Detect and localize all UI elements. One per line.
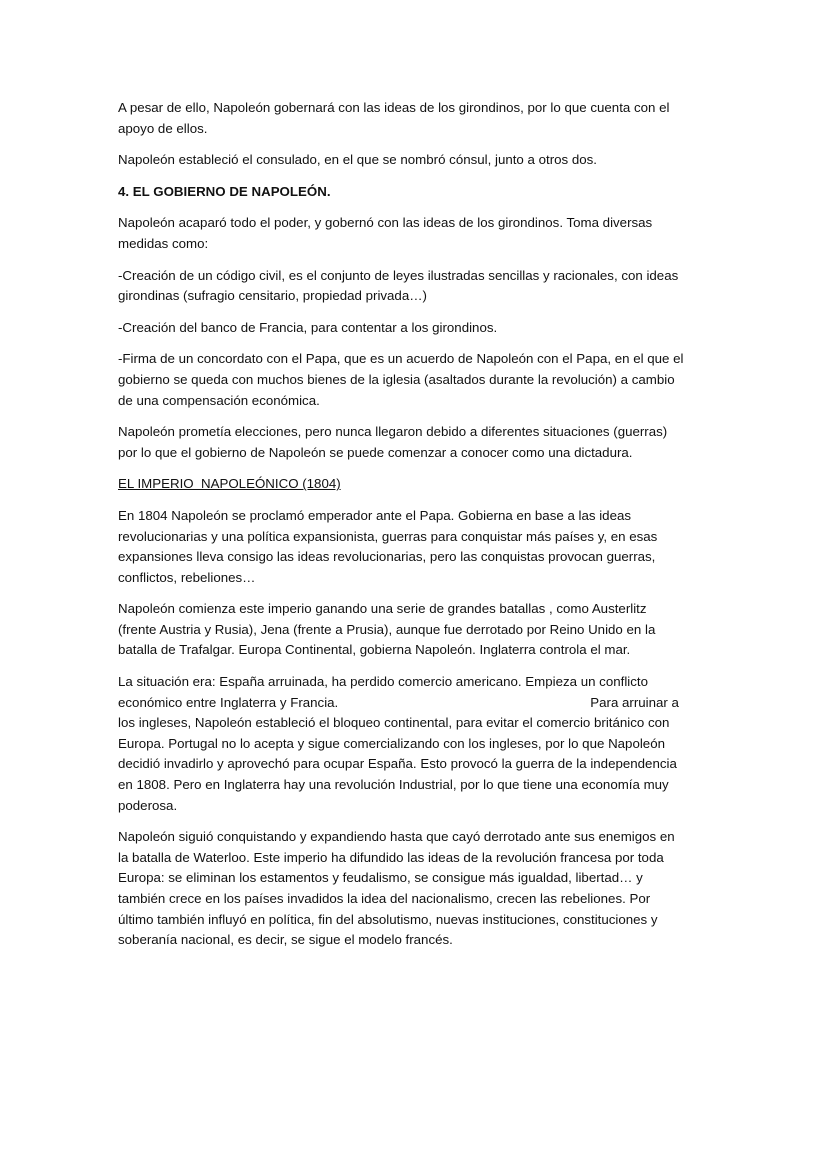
heading-text: EL IMPERIO NAPOLEÓNICO (1804) bbox=[118, 476, 341, 492]
text-line: los ingleses, Napoleón estableció el bloqueo continental, para evitar el comercio británico con bbox=[118, 715, 670, 731]
document-page bbox=[118, 98, 708, 962]
text-line: decidió invadirlo y aprovechó para ocupar España. Esto provocó la guerra de la independencia bbox=[118, 756, 677, 772]
text-line: la batalla de Waterloo. Este imperio ha difundido las ideas de la revolución francesa por toda bbox=[118, 849, 664, 865]
text-line: Napoleón siguió conquistando y expandiendo hasta que cayó derrotado ante sus enemigos en bbox=[118, 829, 675, 845]
paragraph-situacion bbox=[118, 672, 708, 816]
section-heading-imperio bbox=[118, 474, 708, 495]
text-line: -Creación de un código civil, es el conjunto de leyes ilustradas sencillas y racionales, con ideas bbox=[118, 267, 679, 283]
paragraph-codigo-civil bbox=[118, 266, 708, 307]
text-line: en 1808. Pero en Inglaterra hay una revolución Industrial, por lo que tiene una economía muy bbox=[118, 777, 669, 793]
text-line: girondinas (sufragio censitario, propiedad privada…) bbox=[118, 288, 427, 304]
text-line: conflictos, rebeliones… bbox=[118, 569, 256, 585]
paragraph-acaparo-poder bbox=[118, 213, 708, 254]
text-line: de una compensación económica. bbox=[118, 392, 320, 408]
text-line: Napoleón acaparó todo el poder, y gobernó con las ideas de los girondinos. Toma diversas bbox=[118, 215, 653, 231]
text-line: soberanía nacional, es decir, se sigue el modelo francés. bbox=[118, 932, 453, 948]
text-line: por lo que el gobierno de Napoleón se puede comenzar a conocer como una dictadura. bbox=[118, 444, 633, 460]
text-line: En 1804 Napoleón se proclamó emperador ante el Papa. Gobierna en base a las ideas bbox=[118, 507, 632, 523]
paragraph-elecciones bbox=[118, 422, 708, 463]
text-line: medidas como: bbox=[118, 235, 209, 251]
text-line: revolucionarias y una política expansionista, guerras para conquistar más países y, en esas bbox=[118, 528, 658, 544]
text-line: poderosa. bbox=[118, 797, 178, 813]
paragraph-girondinos-support bbox=[118, 98, 708, 139]
text-line: Europa: se eliminan los estamentos y feudalismo, se consigue más igualdad, libertad… y bbox=[118, 870, 643, 886]
text-line: Napoleón estableció el consulado, en el que se nombró cónsul, junto a otros dos. bbox=[118, 152, 597, 168]
paragraph-emperador bbox=[118, 506, 708, 588]
text-line: apoyo de ellos. bbox=[118, 120, 208, 136]
text-line: -Firma de un concordato con el Papa, que es un acuerdo de Napoleón con el Papa, en el que el bbox=[118, 351, 684, 367]
text-right: Para arruinar a bbox=[590, 694, 679, 710]
text-line: batalla de Trafalgar. Europa Continental, gobierna Napoleón. Inglaterra controla el mar. bbox=[118, 642, 631, 658]
text-line: (frente Austria y Rusia), Jena (frente a Prusia), aunque fue derrotado por Reino Unido en la bbox=[118, 621, 656, 637]
text-line: también crece en los países invadidos la idea del nacionalismo, crecen las rebeliones. Por bbox=[118, 891, 651, 906]
text-line: último también influyó en política, fin del absolutismo, nuevas instituciones, constituciones y bbox=[118, 911, 658, 927]
paragraph-concordato bbox=[118, 349, 708, 411]
text-line: expansiones lleva consigo las ideas revolucionarias, pero las conquistas provocan guerras, bbox=[118, 549, 656, 565]
paragraph-batallas bbox=[118, 599, 708, 661]
text-line-split bbox=[118, 693, 708, 714]
text-line: Europa. Portugal no lo acepta y sigue comercializando con los ingleses, por lo que Napoleón bbox=[118, 735, 665, 751]
section-heading-gobierno: 4. EL GOBIERNO DE NAPOLEÓN. bbox=[118, 183, 331, 199]
text-line: Napoleón comienza este imperio ganando una serie de grandes batallas , como Austerlitz bbox=[118, 601, 647, 617]
text-line: A pesar de ello, Napoleón gobernará con las ideas de los girondinos, por lo que cuenta con el bbox=[118, 100, 670, 115]
paragraph-banco-francia bbox=[118, 318, 708, 339]
text-line: -Creación del banco de Francia, para contentar a los girondinos. bbox=[118, 319, 498, 335]
text-line: Napoleón prometía elecciones, pero nunca llegaron debido a diferentes situaciones (guerras) bbox=[118, 424, 668, 440]
paragraph-waterloo bbox=[118, 827, 708, 951]
paragraph-consulado bbox=[118, 150, 708, 171]
text-left: económico entre Inglaterra y Francia. bbox=[118, 694, 339, 710]
text-line: La situación era: España arruinada, ha perdido comercio americano. Empieza un conflicto bbox=[118, 674, 648, 690]
text-line: gobierno se queda con muchos bienes de la iglesia (asaltados durante la revolución) a cambio bbox=[118, 371, 675, 387]
